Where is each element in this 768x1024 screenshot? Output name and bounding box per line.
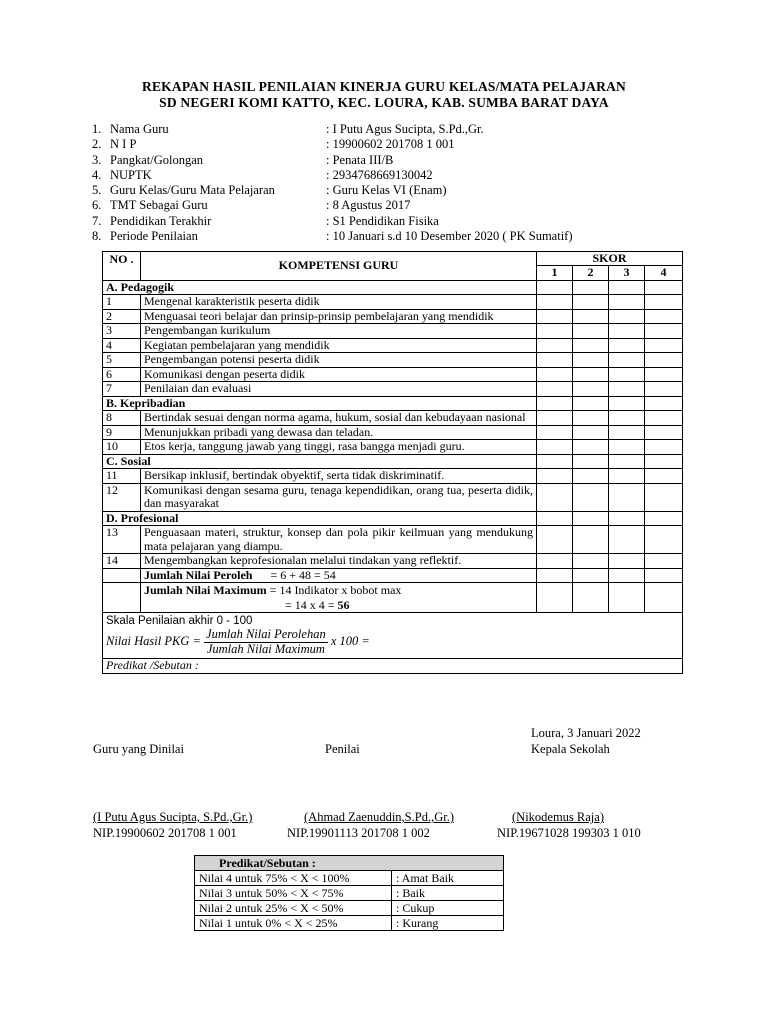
info-row <box>92 153 692 168</box>
row-text: Mengenal karakteristik peserta didik <box>141 295 537 310</box>
skor-cell[interactable] <box>609 338 645 353</box>
info-value: : 2934768669130042 <box>326 167 433 182</box>
row-text: Etos kerja, tanggung jawab yang tinggi, rasa bangga menjadi guru. <box>141 440 537 455</box>
info-num: 1. <box>92 122 102 136</box>
info-num: 3. <box>92 152 102 167</box>
skor-cell[interactable] <box>573 309 609 324</box>
skor-cell[interactable] <box>573 324 609 339</box>
skor-cell[interactable] <box>609 353 645 368</box>
teacher-info <box>92 122 692 244</box>
row-no: 12 <box>103 483 141 511</box>
row-text: Pengembangan potensi peserta didik <box>141 353 537 368</box>
info-value: : Guru Kelas VI (Enam) <box>326 183 447 198</box>
skor-cell[interactable] <box>645 295 683 310</box>
skor-col-4: 4 <box>645 266 683 281</box>
table-row <box>103 554 683 569</box>
skor-cell[interactable] <box>645 367 683 382</box>
info-row <box>92 229 692 244</box>
header-skor: SKOR <box>537 252 683 266</box>
predikat-range: Nilai 1 untuk 0% < X < 25% <box>195 916 392 931</box>
nip-guru: NIP.19900602 201708 1 001 <box>93 826 237 840</box>
formula-denominator: Jumlah Nilai Maximum <box>206 641 325 656</box>
nip-kepala: NIP.19671028 199303 1 010 <box>497 826 641 840</box>
skor-cell[interactable] <box>573 411 609 426</box>
row-text: Komunikasi dengan sesama guru, tenaga kependidikan, orang tua, peserta didik, dan masyarakat <box>141 483 537 511</box>
name-guru: (I Putu Agus Sucipta, S.Pd.,Gr.) <box>93 810 253 824</box>
info-num: 4. <box>92 167 102 182</box>
info-value: : Penata III/B <box>326 152 394 167</box>
table-row <box>103 483 683 511</box>
header-kompetensi: KOMPETENSI GURU <box>141 252 537 281</box>
skor-cell[interactable] <box>609 440 645 455</box>
table-row <box>103 526 683 554</box>
table-row <box>103 338 683 353</box>
section-row <box>103 396 683 411</box>
row-text: Mengembangkan keprofesionalan melalui tindakan yang reflektif. <box>141 554 537 569</box>
info-value: : 8 Agustus 2017 <box>326 198 411 213</box>
info-row <box>92 214 692 229</box>
skor-cell[interactable] <box>537 526 573 554</box>
table-header-row <box>103 252 683 266</box>
skor-cell[interactable] <box>573 440 609 455</box>
row-text: Komunikasi dengan peserta didik <box>141 367 537 382</box>
skor-cell[interactable] <box>645 411 683 426</box>
skor-cell[interactable] <box>609 469 645 484</box>
skor-cell[interactable] <box>573 382 609 397</box>
info-label: Nama Guru <box>110 122 169 136</box>
predikat-table-row <box>195 886 504 901</box>
section-kepribadian: B. Kepribadian <box>103 396 537 411</box>
info-label: N I P <box>110 137 137 152</box>
skor-cell[interactable] <box>609 554 645 569</box>
predikat-value: : Kurang <box>392 916 504 931</box>
skor-cell[interactable] <box>645 353 683 368</box>
predikat-header: Predikat/Sebutan : <box>195 856 504 871</box>
competency-table <box>102 251 683 674</box>
skor-cell[interactable] <box>573 338 609 353</box>
skor-cell[interactable] <box>573 483 609 511</box>
skor-cell[interactable] <box>609 526 645 554</box>
formula-numerator: Jumlah Nilai Perolehan <box>206 627 326 641</box>
info-label: Periode Penilaian <box>110 229 198 244</box>
row-no: 1 <box>103 295 141 310</box>
info-row <box>92 168 692 183</box>
skor-cell[interactable] <box>537 309 573 324</box>
formula-fraction <box>204 628 328 656</box>
skor-cell[interactable] <box>609 367 645 382</box>
name-penilai: (Ahmad Zaenuddin,S.Pd.,Gr.) <box>304 810 454 824</box>
row-no: 5 <box>103 353 141 368</box>
predikat-table-row <box>195 901 504 916</box>
row-no: 3 <box>103 324 141 339</box>
table-row <box>103 324 683 339</box>
info-row <box>92 183 692 198</box>
name-kepala: (Nikodemus Raja) <box>512 810 604 824</box>
jumlah-perolehan-row <box>103 568 683 583</box>
role-guru: Guru yang Dinilai <box>93 742 184 756</box>
row-text: Bersikap inklusif, bertindak obyektif, serta tidak diskriminatif. <box>141 469 537 484</box>
formula-lhs: Nilai Hasil PKG = <box>106 633 201 648</box>
section-profesional: D. Profesional <box>103 511 537 526</box>
skor-cell[interactable] <box>537 411 573 426</box>
predikat-range: Nilai 4 untuk 75% < X < 100% <box>195 871 392 886</box>
skor-cell[interactable] <box>537 425 573 440</box>
skor-cell[interactable] <box>537 382 573 397</box>
jumlah-max-row <box>103 583 683 613</box>
skor-cell[interactable] <box>609 324 645 339</box>
info-value: : 10 Januari s.d 10 Desember 2020 ( PK Sumatif) <box>326 229 573 244</box>
skor-cell[interactable] <box>537 554 573 569</box>
skala-text: Skala Penilaian akhir 0 - 100 <box>106 615 253 627</box>
skor-cell[interactable] <box>537 440 573 455</box>
table-row <box>103 382 683 397</box>
row-no: 2 <box>103 309 141 324</box>
table-row <box>103 367 683 382</box>
predikat-table-row <box>195 916 504 931</box>
skor-cell[interactable] <box>537 469 573 484</box>
skor-cell[interactable] <box>645 440 683 455</box>
document-title-line2: SD NEGERI KOMI KATTO, KEC. LOURA, KAB. SUMBA BARAT DAYA <box>159 95 609 110</box>
section-row <box>103 454 683 469</box>
info-num: 2. <box>92 137 102 152</box>
skor-cell[interactable] <box>609 295 645 310</box>
predikat-row <box>103 659 683 674</box>
skor-cell[interactable] <box>537 295 573 310</box>
skor-cell[interactable] <box>645 554 683 569</box>
row-no: 7 <box>103 382 141 397</box>
skor-cell[interactable] <box>645 309 683 324</box>
row-no: 9 <box>103 425 141 440</box>
info-row <box>92 198 692 213</box>
skor-cell[interactable] <box>573 425 609 440</box>
role-kepala: Kepala Sekolah <box>531 742 610 756</box>
sign-date: Loura, 3 Januari 2022 <box>531 726 641 740</box>
table-row <box>103 440 683 455</box>
predikat-value: : Amat Baik <box>392 871 504 886</box>
skor-cell[interactable] <box>537 338 573 353</box>
predikat-range: Nilai 2 untuk 25% < X < 50% <box>195 901 392 916</box>
info-row <box>92 137 692 152</box>
skor-col-1: 1 <box>537 266 573 281</box>
skor-cell[interactable] <box>609 483 645 511</box>
info-num: 5. <box>92 183 102 198</box>
jumlah-perolehan-value: = 6 + 48 = 54 <box>270 567 336 582</box>
row-no: 8 <box>103 411 141 426</box>
info-num: 6. <box>92 198 102 213</box>
skor-cell[interactable] <box>537 483 573 511</box>
skor-cell[interactable] <box>645 324 683 339</box>
row-text: Bertindak sesuai dengan norma agama, hukum, sosial dan kebudayaan nasional <box>141 411 537 426</box>
skor-cell[interactable] <box>609 425 645 440</box>
row-no: 4 <box>103 338 141 353</box>
table-row <box>103 295 683 310</box>
table-row <box>103 309 683 324</box>
row-text: Pengembangan kurikulum <box>141 324 537 339</box>
row-no: 14 <box>103 554 141 569</box>
info-value: : I Putu Agus Sucipta, S.Pd.,Gr. <box>326 122 484 136</box>
skor-cell[interactable] <box>609 411 645 426</box>
jumlah-max-calc: = 14 x 4 = <box>285 597 335 612</box>
table-row <box>103 469 683 484</box>
skor-cell[interactable] <box>573 526 609 554</box>
info-label: Guru Kelas/Guru Mata Pelajaran <box>110 183 275 198</box>
info-label: TMT Sebagai Guru <box>110 198 208 213</box>
info-value: : S1 Pendidikan Fisika <box>326 213 439 228</box>
skor-cell[interactable] <box>573 469 609 484</box>
skor-cell[interactable] <box>573 554 609 569</box>
formula-row <box>103 613 683 659</box>
skor-cell[interactable] <box>537 324 573 339</box>
section-sosial: C. Sosial <box>103 454 537 469</box>
info-num: 7. <box>92 213 102 228</box>
table-row <box>103 353 683 368</box>
section-row <box>103 511 683 526</box>
predikat-table-row <box>195 871 504 886</box>
document-title-line1: REKAPAN HASIL PENILAIAN KINERJA GURU KELAS/MATA PELAJARAN <box>142 79 626 94</box>
section-row <box>103 280 683 295</box>
header-no: NO . <box>103 252 141 281</box>
skor-cell[interactable] <box>609 309 645 324</box>
info-num: 8. <box>92 229 102 244</box>
predikat-value: : Cukup <box>392 901 504 916</box>
info-row <box>92 122 692 137</box>
table-row <box>103 411 683 426</box>
row-text: Menunjukkan pribadi yang dewasa dan teladan. <box>141 425 537 440</box>
info-value: : 19900602 201708 1 001 <box>326 137 455 152</box>
skor-cell[interactable] <box>609 382 645 397</box>
skor-cell[interactable] <box>645 382 683 397</box>
skor-cell[interactable] <box>573 367 609 382</box>
info-label: Pangkat/Golongan <box>110 152 204 167</box>
table-row <box>103 425 683 440</box>
predikat-range: Nilai 3 untuk 50% < X < 75% <box>195 886 392 901</box>
skor-cell[interactable] <box>573 353 609 368</box>
row-no: 10 <box>103 440 141 455</box>
row-text: Penguasaan materi, struktur, konsep dan pola pikir keilmuan yang mendukung mata pelajaran yang diampu. <box>141 526 537 554</box>
predikat-value: : Baik <box>392 886 504 901</box>
formula-rhs: x 100 = <box>330 633 370 648</box>
jumlah-max-label: Jumlah Nilai Maximum <box>144 583 267 597</box>
skor-cell[interactable] <box>645 526 683 554</box>
row-no: 13 <box>103 526 141 554</box>
pkg-formula <box>106 628 679 656</box>
jumlah-perolehan-label: Jumlah Nilai Peroleh <box>144 567 253 582</box>
row-text: Penilaian dan evaluasi <box>141 382 537 397</box>
nip-penilai: NIP.19901113 201708 1 002 <box>287 826 430 840</box>
section-pedagogik: A. Pedagogik <box>103 280 537 295</box>
skor-cell[interactable] <box>645 425 683 440</box>
info-label: NUPTK <box>110 167 152 182</box>
skor-cell[interactable] <box>537 367 573 382</box>
skor-cell[interactable] <box>573 295 609 310</box>
row-text: Kegiatan pembelajaran yang mendidik <box>141 338 537 353</box>
row-text: Menguasai teori belajar dan prinsip-prinsip pembelajaran yang mendidik <box>141 309 537 324</box>
role-penilai: Penilai <box>325 742 360 756</box>
row-no: 11 <box>103 469 141 484</box>
row-no: 6 <box>103 367 141 382</box>
skor-cell[interactable] <box>645 483 683 511</box>
skor-col-2: 2 <box>573 266 609 281</box>
skor-col-3: 3 <box>609 266 645 281</box>
skor-cell[interactable] <box>645 338 683 353</box>
skor-cell[interactable] <box>645 469 683 484</box>
jumlah-max-value: = 14 Indikator x bobot max <box>269 583 402 597</box>
predikat-table <box>194 855 504 931</box>
predikat-label: Predikat /Sebutan : <box>103 659 683 674</box>
info-label: Pendidikan Terakhir <box>110 213 212 228</box>
jumlah-max-result: 56 <box>337 597 350 612</box>
skor-cell[interactable] <box>537 353 573 368</box>
